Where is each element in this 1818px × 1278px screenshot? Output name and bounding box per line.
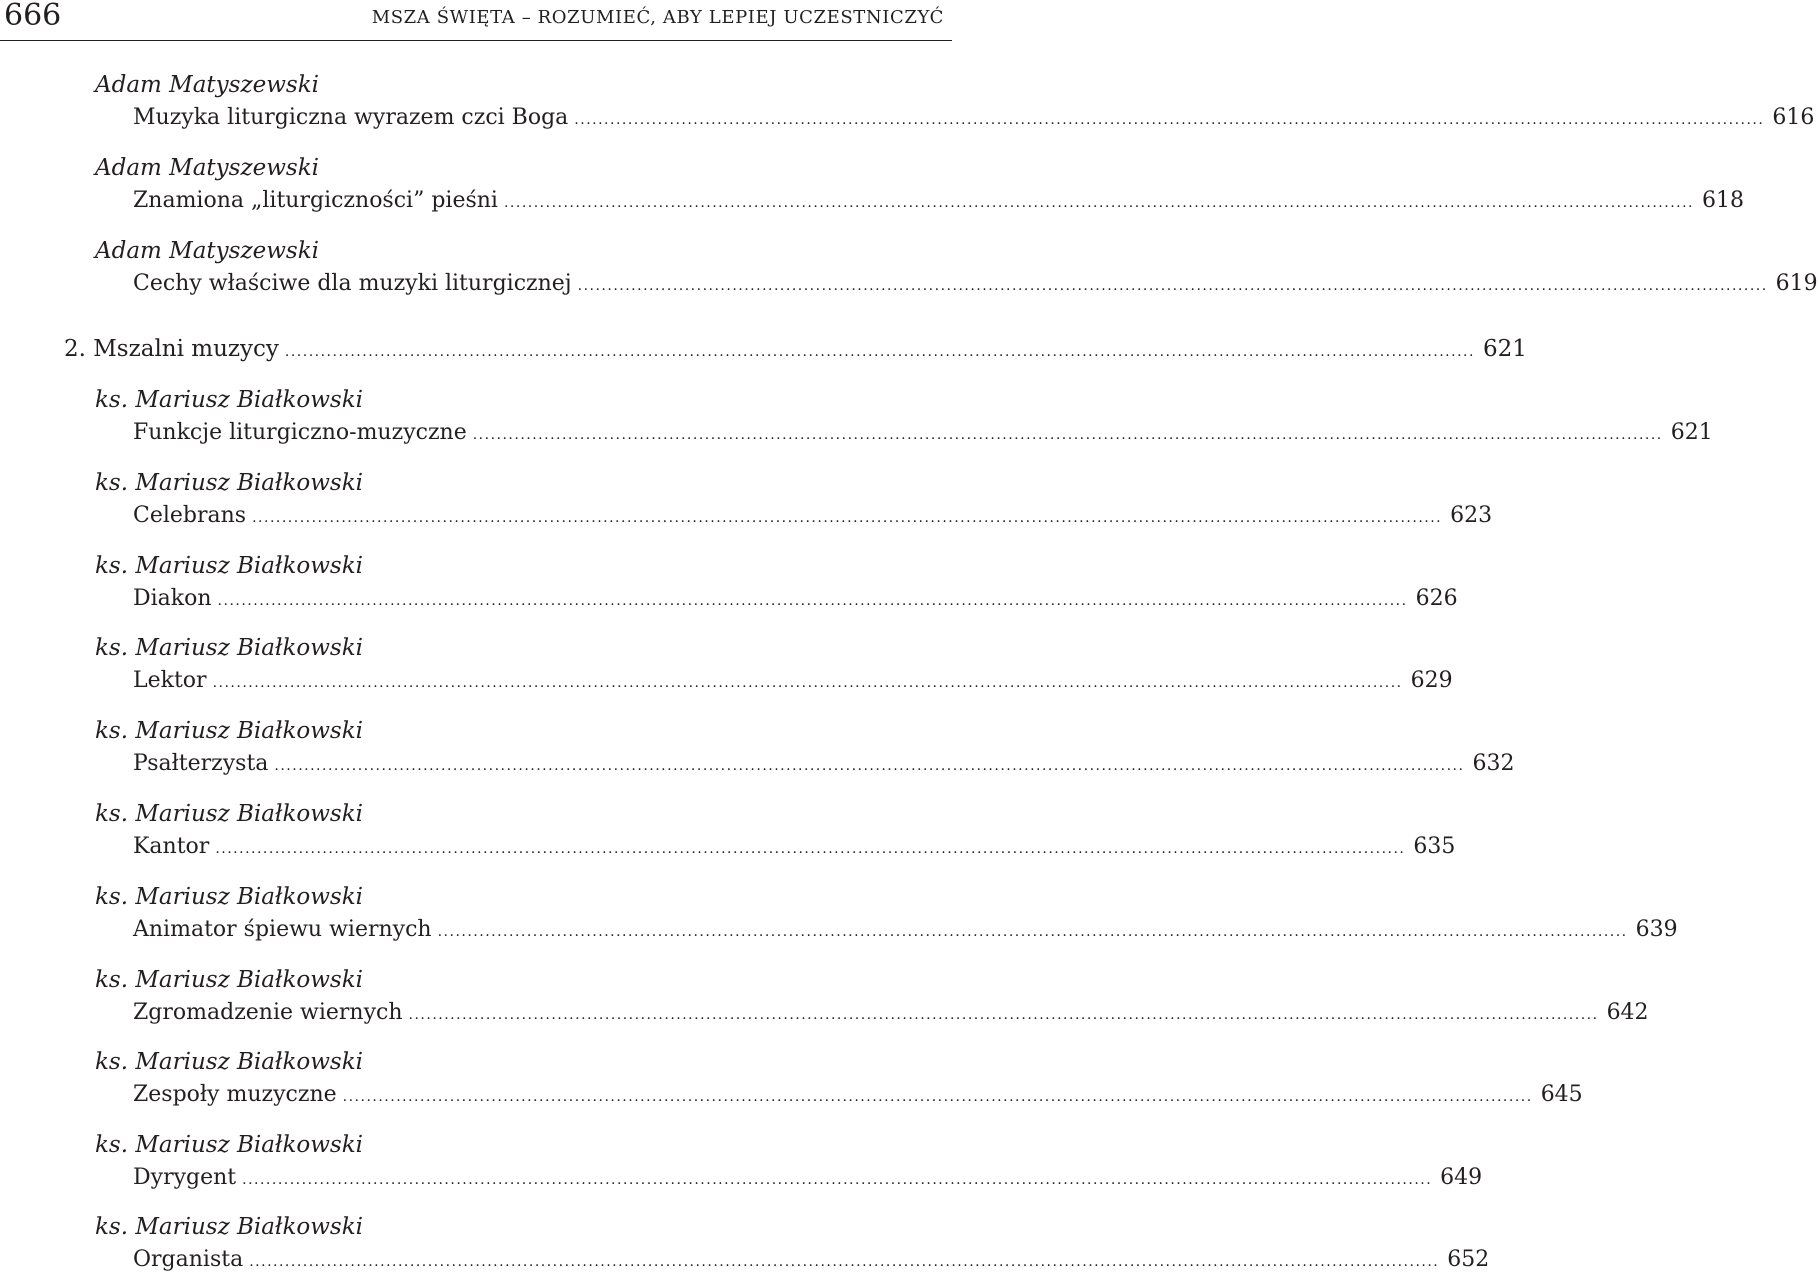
toc-page-number: 632: [1472, 751, 1515, 776]
toc-leader-dots: ........................................................................................................................................................................................................: [274, 758, 1465, 774]
toc-entry-title: Funkcje liturgiczno-muzyczne: [133, 420, 467, 445]
toc-author: Adam Matyszewski: [95, 72, 319, 98]
toc-section-title: 2. Mszalni muzycy: [64, 336, 279, 362]
toc-author: Adam Matyszewski: [95, 238, 319, 264]
toc-entry[interactable]: [133, 103, 1815, 135]
toc-page-number: 649: [1440, 1165, 1483, 1190]
toc-section[interactable]: [64, 334, 1527, 367]
toc-author: ks. Mariusz Białkowski: [95, 387, 364, 413]
toc-entry[interactable]: [133, 915, 1678, 947]
toc-entry-title: Muzyka liturgiczna wyrazem czci Boga: [133, 105, 569, 130]
toc-page-number: 639: [1635, 917, 1678, 942]
toc-entry[interactable]: [133, 749, 1515, 781]
toc-entry-title: Organista: [133, 1247, 244, 1272]
toc-entry[interactable]: [133, 1245, 1490, 1277]
toc-author: ks. Mariusz Białkowski: [95, 1214, 364, 1240]
toc-entry[interactable]: [133, 501, 1493, 533]
toc-entry[interactable]: [133, 1163, 1483, 1195]
toc-author: ks. Mariusz Białkowski: [95, 1132, 364, 1158]
toc-leader-dots: ........................................................................................................................................................................................................: [252, 510, 1443, 526]
toc-page-number: 642: [1606, 1000, 1649, 1025]
toc-entry-title: Psałterzysta: [133, 751, 269, 776]
toc-page-number: 621: [1482, 336, 1527, 362]
toc-entry[interactable]: [133, 1080, 1583, 1112]
toc-author: ks. Mariusz Białkowski: [95, 967, 364, 993]
toc-entry[interactable]: [133, 418, 1713, 450]
toc-entry-title: Kantor: [133, 834, 210, 859]
toc-author: ks. Mariusz Białkowski: [95, 470, 364, 496]
toc-entry[interactable]: [133, 832, 1456, 864]
toc-entry-title: Diakon: [133, 586, 212, 611]
toc-entry-title: Celebrans: [133, 503, 247, 528]
toc-entry[interactable]: [133, 269, 1818, 301]
toc-author: ks. Mariusz Białkowski: [95, 553, 364, 579]
toc-page-number: 619: [1775, 271, 1818, 296]
toc-author: ks. Mariusz Białkowski: [95, 635, 364, 661]
toc-author: ks. Mariusz Białkowski: [95, 1049, 364, 1075]
toc-author: Adam Matyszewski: [95, 155, 319, 181]
toc-leader-dots: ........................................................................................................................................................................................................: [574, 112, 1765, 128]
toc-leader-dots: ........................................................................................................................................................................................................: [217, 593, 1408, 609]
toc-page-number: 626: [1415, 586, 1458, 611]
toc-entry-title: Znamiona „liturgiczności” pieśni: [133, 188, 498, 213]
toc-leader-dots: ........................................................................................................................................................................................................: [284, 344, 1475, 360]
toc-entry-title: Lektor: [133, 668, 207, 693]
toc-entry[interactable]: [133, 186, 1745, 218]
toc-entry[interactable]: [133, 998, 1649, 1030]
toc-entry-title: Dyrygent: [133, 1165, 237, 1190]
toc-page-number: 623: [1450, 503, 1493, 528]
toc-page-number: 629: [1410, 668, 1453, 693]
toc-leader-dots: ........................................................................................................................................................................................................: [249, 1254, 1440, 1270]
toc-page-number: 616: [1772, 105, 1815, 130]
toc-leader-dots: ........................................................................................................................................................................................................: [342, 1089, 1533, 1105]
toc-entry-title: Cechy właściwe dla muzyki liturgicznej: [133, 271, 572, 296]
toc-author: ks. Mariusz Białkowski: [95, 801, 364, 827]
toc-page-number: 652: [1447, 1247, 1490, 1272]
toc-leader-dots: ........................................................................................................................................................................................................: [503, 195, 1695, 211]
toc-leader-dots: ........................................................................................................................................................................................................: [212, 675, 1403, 691]
toc-entry-title: Zgromadzenie wiernych: [133, 1000, 403, 1025]
toc-page-number: 635: [1413, 834, 1456, 859]
toc-author: ks. Mariusz Białkowski: [95, 884, 364, 910]
toc-author: ks. Mariusz Białkowski: [95, 718, 364, 744]
toc-entry-title: Zespoły muzyczne: [133, 1082, 337, 1107]
toc-leader-dots: ........................................................................................................................................................................................................: [408, 1007, 1599, 1023]
toc-entry[interactable]: [133, 666, 1453, 698]
toc-entry[interactable]: [133, 584, 1458, 616]
toc-leader-dots: ........................................................................................................................................................................................................: [577, 278, 1768, 294]
page-number: 666: [4, 0, 62, 33]
toc-page-number: 618: [1702, 188, 1745, 213]
toc-page-number: 621: [1670, 420, 1713, 445]
toc-leader-dots: ........................................................................................................................................................................................................: [242, 1172, 1433, 1188]
page-header: [0, 0, 952, 41]
toc-entry-title: Animator śpiewu wiernych: [133, 917, 432, 942]
running-title: MSZA ŚWIĘTA – ROZUMIEĆ, ABY LEPIEJ UCZESTNICZYĆ: [371, 7, 944, 28]
toc-leader-dots: ........................................................................................................................................................................................................: [472, 427, 1663, 443]
toc-page-number: 645: [1540, 1082, 1583, 1107]
toc-leader-dots: ........................................................................................................................................................................................................: [437, 924, 1628, 940]
toc-leader-dots: ........................................................................................................................................................................................................: [215, 841, 1406, 857]
